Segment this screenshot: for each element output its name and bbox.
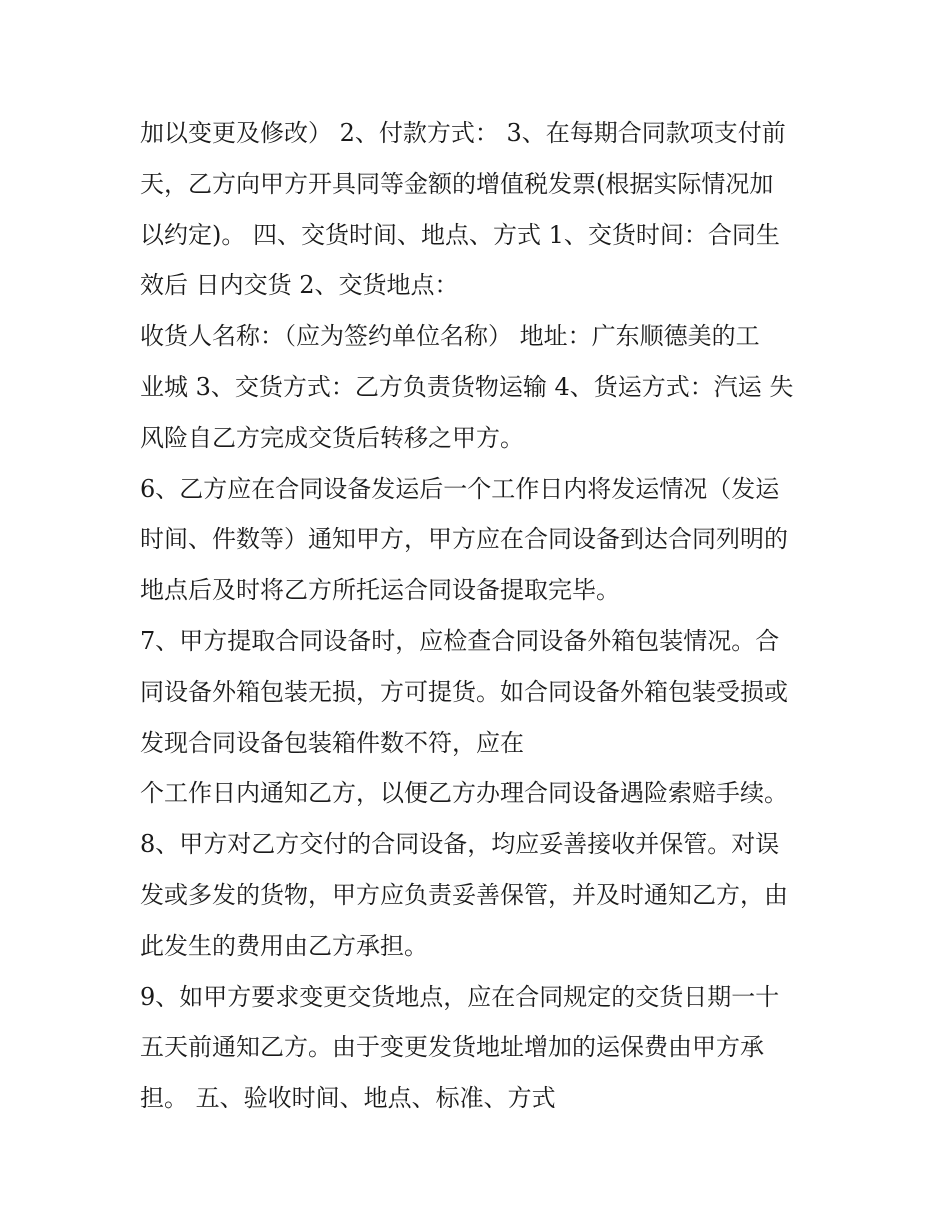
text-line: 8、甲方对乙方交付的合同设备，均应妥善接收并保管。对误 [140,830,780,859]
text-line: 此发生的费用由乙方承担。 [140,931,428,960]
text-line: 收货人名称：（应为签约单位名称） 地址：广东顺德美的工 [140,322,760,351]
text-line: 五天前通知乙方。由于变更发货地址增加的运保费由甲方承 [140,1033,764,1062]
text-line: 时间、件数等）通知甲方，甲方应在合同设备到达合同列明的 [140,525,788,554]
text-line: 发现合同设备包装箱件数不符，应在 [140,728,524,757]
text-line: 风险自乙方完成交货后转移之甲方。 [140,423,524,452]
contract-text-body [140,108,820,1124]
text-line: 业城 3、交货方式：乙方负责货物运输 4、货运方式：汽运 失 [140,372,794,401]
text-line: 发或多发的货物，甲方应负责妥善保管，并及时通知乙方，由 [140,880,788,909]
text-line: 效后 日内交货 2、交货地点： [140,271,459,300]
text-line: 6、乙方应在合同设备发运后一个工作日内将发运情况（发运 [140,474,780,503]
text-line: 加以变更及修改） 2、付款方式： 3、在每期合同款项支付前 [140,119,786,147]
text-line: 个工作日内通知乙方，以便乙方办理合同设备遇险索赔手续。 [140,779,788,808]
text-line: 地点后及时将乙方所托运合同设备提取完毕。 [140,576,620,605]
text-line: 天，乙方向甲方开具同等金额的增值税发票(根据实际情况加 [140,169,774,198]
text-line: 9、如甲方要求变更交货地点，应在合同规定的交货日期一十 [140,982,780,1011]
text-line: 担。 五、验收时间、地点、标准、方式 [140,1084,556,1113]
text-line: 以约定)。 四、交货时间、地点、方式 1、交货时间：合同生 [140,220,780,249]
text-line: 7、甲方提取合同设备时，应检查合同设备外箱包装情况。合 [140,626,780,655]
text-line: 同设备外箱包装无损，方可提货。如合同设备外箱包装受损或 [140,677,788,706]
